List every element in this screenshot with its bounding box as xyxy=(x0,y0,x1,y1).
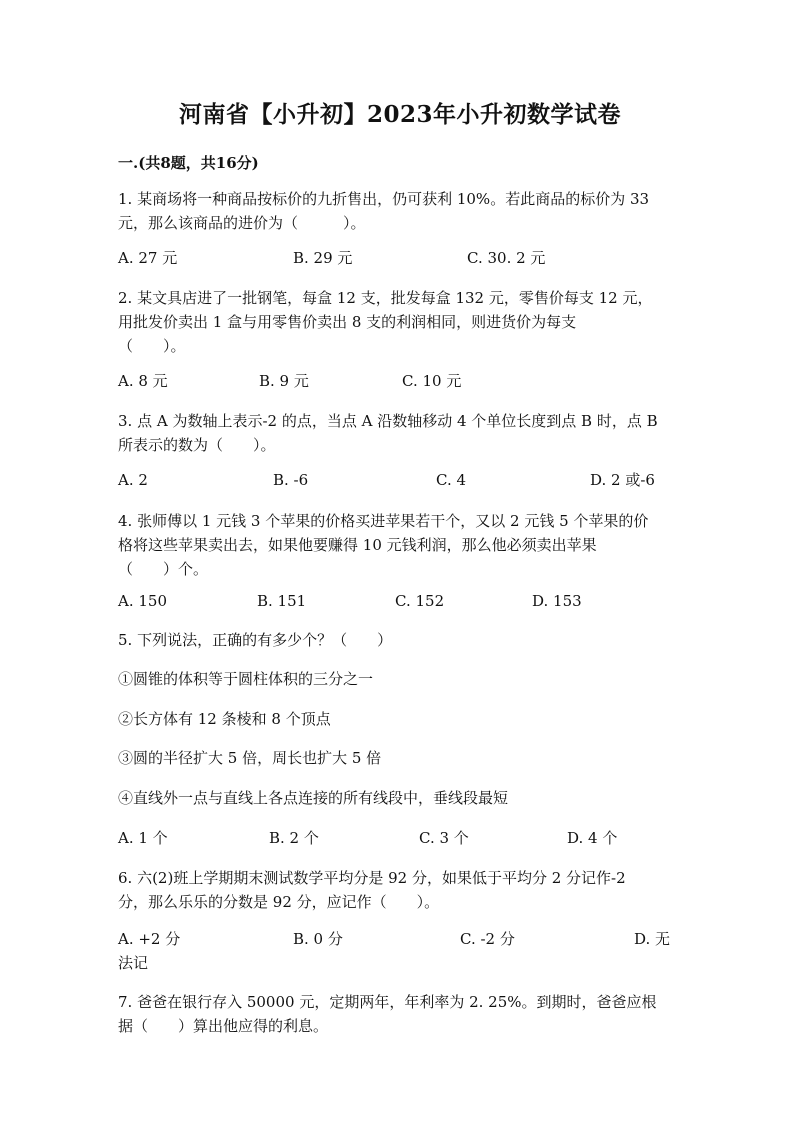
statement-3: ③圆的半径扩大 5 倍，周长也扩大 5 倍 xyxy=(118,749,382,767)
question-2 xyxy=(118,286,690,358)
question-text-line: （ ）。 xyxy=(118,337,186,355)
option-d[interactable]: D. 4 个 xyxy=(567,829,618,847)
question-text-line: 用批发价卖出 1 盒与用零售价卖出 8 支的利润相同，则进货价为每支 xyxy=(118,313,577,331)
option-a[interactable]: A. 2 xyxy=(118,471,148,489)
statement-2: ②长方体有 12 条棱和 8 个顶点 xyxy=(118,710,331,728)
option-d[interactable]: D. 2 或-6 xyxy=(590,471,655,489)
question-3 xyxy=(118,409,690,457)
option-a[interactable]: A. 8 元 xyxy=(118,372,168,390)
question-text-line: 4. 张师傅以 1 元钱 3 个苹果的价格买进苹果若干个，又以 2 元钱 5 个苹果的价 xyxy=(118,512,649,530)
question-text-line: 6. 六(2)班上学期期末测试数学平均分是 92 分，如果低于平均分 2 分记作-2 xyxy=(118,869,626,887)
question-2-options xyxy=(118,369,698,393)
option-c[interactable]: C. 3 个 xyxy=(419,829,469,847)
question-text-line: 分，那么乐乐的分数是 92 分，应记作（ ）。 xyxy=(118,893,440,911)
question-text-line: （ ）个。 xyxy=(118,560,209,578)
question-1-options xyxy=(118,246,698,270)
section-heading: 一.(共8题，共16分) xyxy=(118,154,259,172)
question-text-line: 2. 某文具店进了一批钢笔，每盒 12 支，批发每盒 132 元，零售价每支 12 元， xyxy=(118,289,653,307)
option-b[interactable]: B. 0 分 xyxy=(293,930,343,948)
question-3-options xyxy=(118,468,698,492)
question-text-line: 5. 下列说法，正确的有多少个？（ ） xyxy=(118,631,393,649)
option-b[interactable]: B. 9 元 xyxy=(259,372,309,390)
question-6 xyxy=(118,866,690,914)
option-a[interactable]: A. 150 xyxy=(118,592,167,610)
question-text-line: 所表示的数为（ ）。 xyxy=(118,436,276,454)
question-text-line: 格将这些苹果卖出去，如果他要赚得 10 元钱利润，那么他必须卖出苹果 xyxy=(118,536,597,554)
option-c[interactable]: C. 152 xyxy=(395,592,445,610)
question-4-options xyxy=(118,589,698,613)
option-d[interactable]: D. 无 xyxy=(634,930,671,948)
option-b[interactable]: B. 151 xyxy=(257,592,307,610)
question-4 xyxy=(118,509,690,581)
question-1 xyxy=(118,187,690,235)
page-title: 河南省【小升初】2023年小升初数学试卷 xyxy=(178,101,621,128)
option-d[interactable]: D. 153 xyxy=(532,592,582,610)
statement-1: ①圆锥的体积等于圆柱体积的三分之一 xyxy=(118,670,374,688)
question-text-line: 7. 爸爸在银行存入 50000 元，定期两年，年利率为 2. 25%。到期时，爸爸应根 xyxy=(118,993,657,1011)
question-text-line: 3. 点 A 为数轴上表示-2 的点，当点 A 沿数轴移动 4 个单位长度到点 B 时，点 B xyxy=(118,412,658,430)
question-6-options xyxy=(118,927,698,951)
option-c[interactable]: C. 30. 2 元 xyxy=(467,249,546,267)
question-5 xyxy=(118,628,690,652)
option-a[interactable]: A. 1 个 xyxy=(118,829,168,847)
question-5-options xyxy=(118,826,698,850)
option-c[interactable]: C. 4 xyxy=(436,471,467,489)
option-d-wrap: 法记 xyxy=(118,954,149,972)
option-b[interactable]: B. 29 元 xyxy=(293,249,353,267)
option-c[interactable]: C. 10 元 xyxy=(402,372,462,390)
option-a[interactable]: A. 27 元 xyxy=(118,249,178,267)
question-text-line: 1. 某商场将一种商品按标价的九折售出，仍可获利 10%。若此商品的标价为 33 xyxy=(118,190,650,208)
option-b[interactable]: B. -6 xyxy=(273,471,309,489)
option-c[interactable]: C. -2 分 xyxy=(460,930,515,948)
statement-4: ④直线外一点与直线上各点连接的所有线段中，垂线段最短 xyxy=(118,789,509,807)
question-text-line: 元，那么该商品的进价为（ ）。 xyxy=(118,214,366,232)
question-7 xyxy=(118,990,690,1038)
question-text-line: 据（ ）算出他应得的利息。 xyxy=(118,1017,329,1035)
option-a[interactable]: A. +2 分 xyxy=(118,930,181,948)
option-b[interactable]: B. 2 个 xyxy=(269,829,319,847)
